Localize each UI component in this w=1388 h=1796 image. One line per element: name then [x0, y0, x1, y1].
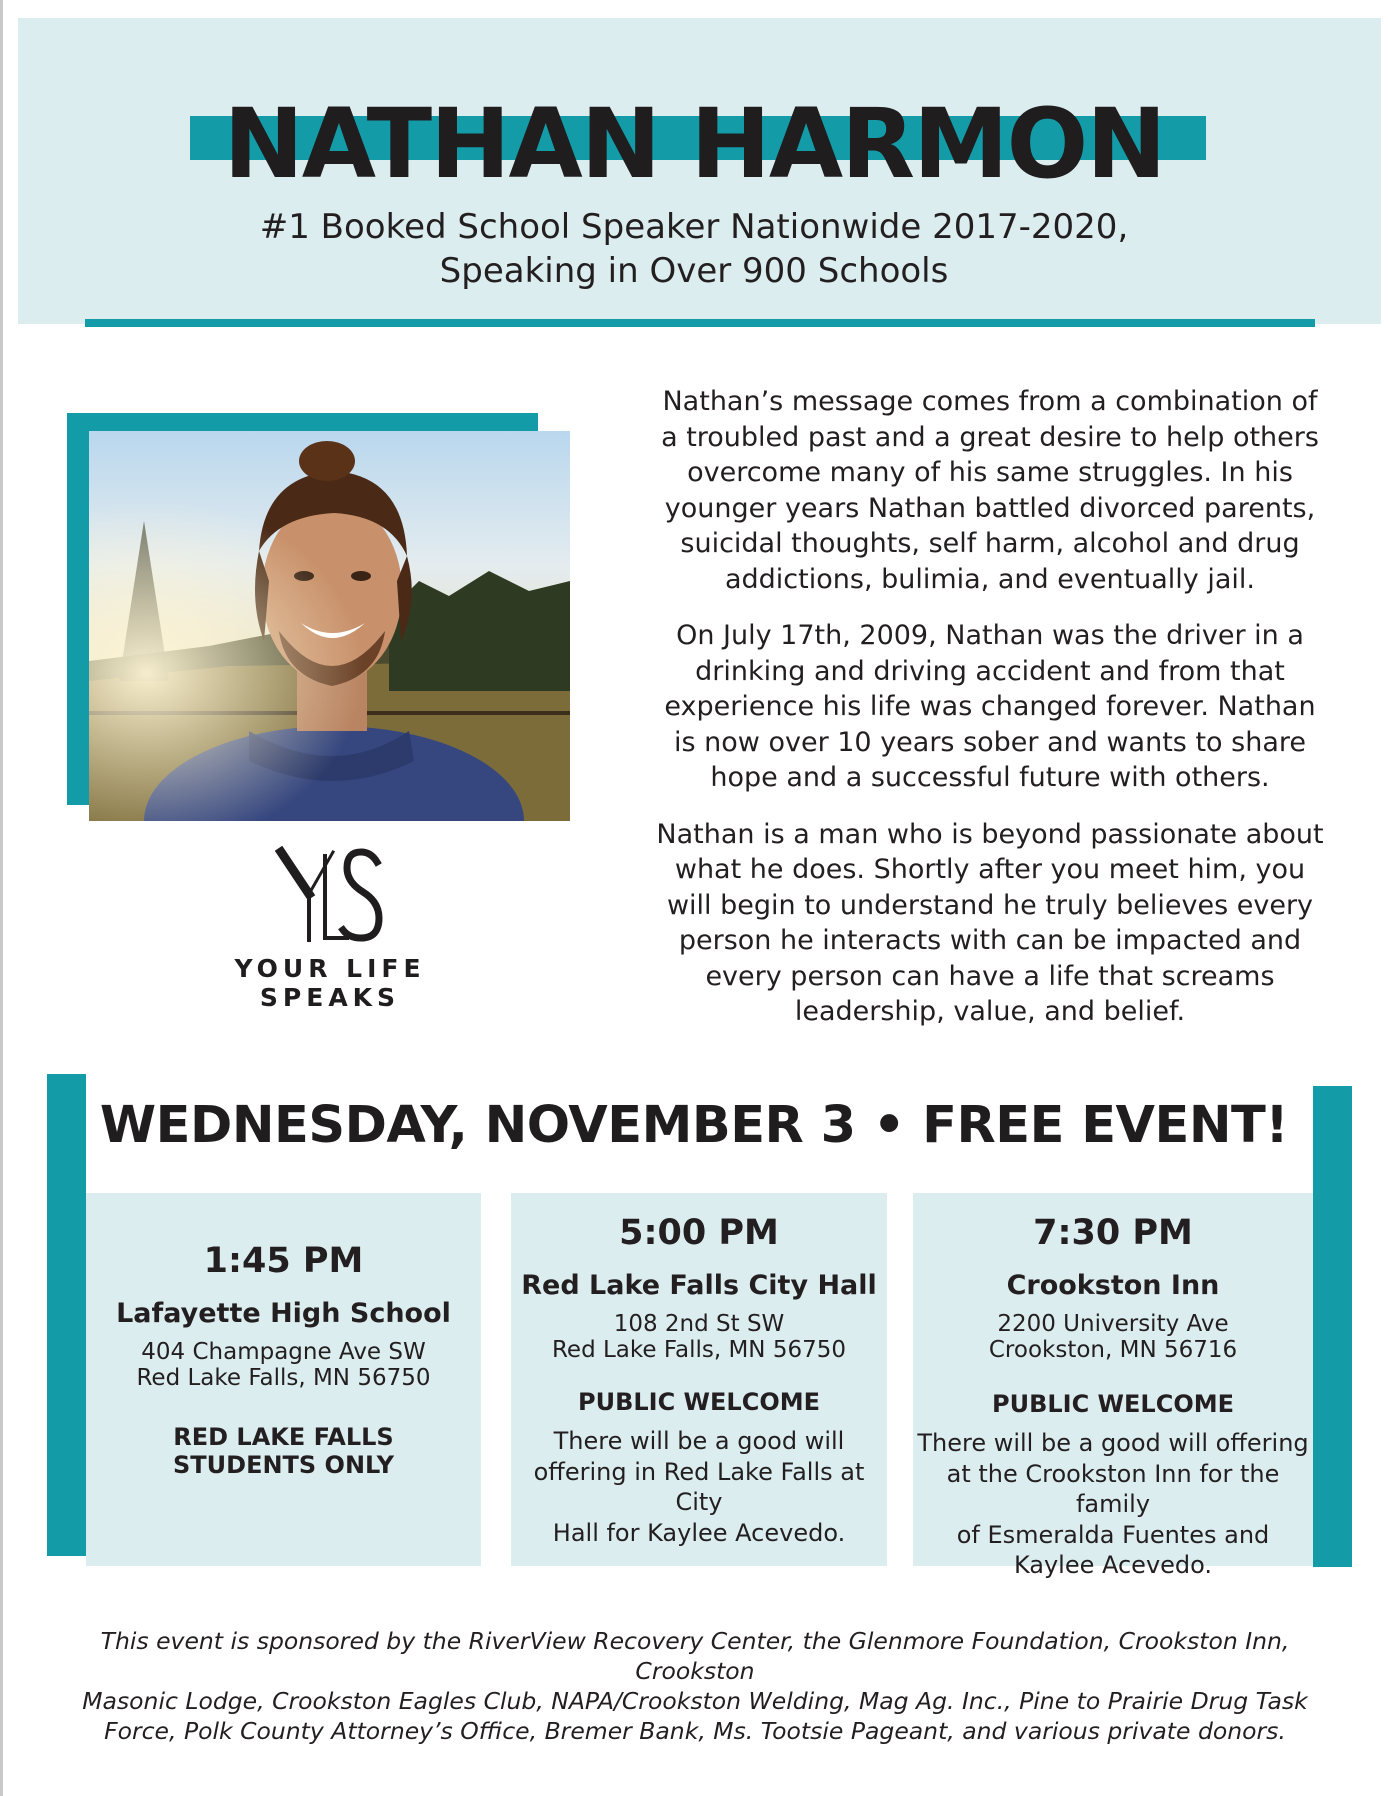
event-heading: WEDNESDAY, NOVEMBER 3 • FREE EVENT!: [99, 1096, 1289, 1155]
speaker-portrait-image: [89, 431, 570, 821]
subtitle: [0, 205, 1388, 293]
note-line: of Esmeralda Fuentes and: [956, 1520, 1270, 1549]
note-line: There will be a good will: [553, 1427, 845, 1455]
page-title: NATHAN HARMON: [223, 88, 1165, 200]
sponsors-line: This event is sponsored by the RiverView Recovery Center, the Glenmore Foundation, Crookston Inn, Crookston: [100, 1627, 1290, 1685]
note-line: Hall for Kaylee Acevedo.: [552, 1518, 846, 1547]
sponsors-line: Masonic Lodge, Crookston Eagles Club, NAPA/Crookston Welding, Mag Ag. Inc., Pine to Prairie Drug Task: [82, 1687, 1308, 1715]
audience-line: PUBLIC WELCOME: [991, 1390, 1234, 1418]
audience-line: RED LAKE FALLS: [173, 1423, 394, 1451]
session-address: [913, 1311, 1313, 1363]
audience-line: PUBLIC WELCOME: [577, 1388, 820, 1416]
session-time: 1:45 PM: [203, 1241, 364, 1281]
session-card-crookston-inn: [913, 1193, 1313, 1579]
note-line: There will be a good will offering: [917, 1429, 1309, 1457]
header-rule: [85, 319, 1315, 327]
address-line: 2200 University Ave: [997, 1311, 1229, 1337]
your-life-speaks-logo: [160, 846, 500, 1012]
session-venue: Crookston Inn: [1006, 1270, 1220, 1301]
session-note: [511, 1426, 887, 1548]
session-time: 5:00 PM: [619, 1213, 779, 1253]
address-line: Crookston, MN 56716: [988, 1337, 1238, 1363]
address-line: Red Lake Falls, MN 56750: [136, 1365, 431, 1391]
note-line: offering in Red Lake Falls at City: [533, 1457, 865, 1516]
address-line: 108 2nd St SW: [613, 1311, 785, 1337]
session-address: [511, 1311, 887, 1363]
speaker-photo: [89, 431, 570, 821]
session-venue: Lafayette High School: [116, 1298, 451, 1329]
bio-paragraph: Nathan is a man who is beyond passionate about what he does. Shortly after you meet him, you will begin to understand he truly believes every person he interacts with can be impacted and every person can have a life that screams leadership, value, and belief.: [656, 818, 1324, 1027]
sponsors-line: Force, Polk County Attorney’s Office, Bremer Bank, Ms. Tootsie Pageant, and various private donors.: [104, 1717, 1286, 1745]
session-address: [86, 1339, 481, 1391]
photo-frame-cut: [538, 413, 570, 430]
session-note: [913, 1428, 1313, 1581]
event-accent-bar-right: [1313, 1086, 1352, 1567]
sponsors-note: [60, 1626, 1330, 1746]
audience-line: STUDENTS ONLY: [173, 1451, 394, 1479]
session-venue: Red Lake Falls City Hall: [521, 1270, 877, 1301]
logo-text: YOUR LIFE SPEAKS: [234, 954, 426, 1012]
bio-paragraph: Nathan’s message comes from a combination of a troubled past and a great desire to help others overcome many of his same struggles. In his younger years Nathan battled divorced parents, suicidal thoughts, self harm, alcohol and drug addictions, bulimia, and eventually jail.: [661, 386, 1319, 595]
session-audience: [511, 1388, 887, 1416]
session-card-city-hall: [511, 1193, 887, 1566]
subtitle-line: #1 Booked School Speaker Nationwide 2017-2020,: [259, 207, 1129, 247]
session-audience: [86, 1423, 481, 1479]
session-time: 7:30 PM: [1033, 1213, 1193, 1253]
address-line: 404 Champagne Ave SW: [141, 1339, 426, 1365]
subtitle-line: Speaking in Over 900 Schools: [439, 251, 949, 291]
speaker-bio: [650, 384, 1330, 1051]
note-line: Kaylee Acevedo.: [1013, 1551, 1213, 1579]
session-audience: [913, 1390, 1313, 1418]
yls-monogram-icon: [275, 846, 385, 946]
bio-paragraph: On July 17th, 2009, Nathan was the driver in a drinking and driving accident and from that experience his life was changed forever. Nathan is now over 10 years sober and wants to share hope and a successful future with others.: [664, 620, 1316, 793]
address-line: Red Lake Falls, MN 56750: [551, 1337, 846, 1363]
note-line: at the Crookston Inn for the family: [946, 1459, 1280, 1518]
session-card-lafayette: [86, 1193, 481, 1566]
